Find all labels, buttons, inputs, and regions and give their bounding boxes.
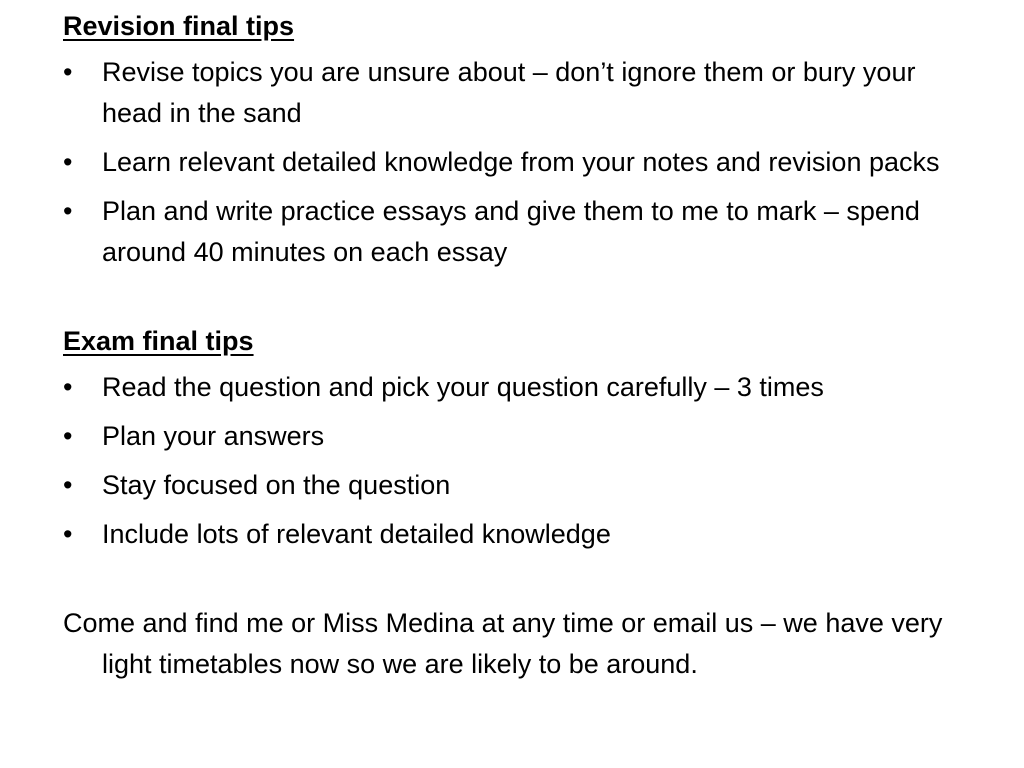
- bullet-icon: •: [63, 372, 73, 402]
- bullet-icon: •: [63, 421, 73, 451]
- list-item-text: Plan and write practice essays and give them to me to mark – spend around 40 minutes on each essay: [102, 196, 920, 267]
- list-item: [63, 416, 963, 457]
- list-item: [63, 142, 963, 183]
- section-spacer: [63, 555, 963, 603]
- closing-note: Come and find me or Miss Medina at any time or email us – we have very light timetables now so we are likely to be around.: [63, 608, 943, 679]
- bullet-icon: •: [63, 57, 73, 87]
- bullet-icon: •: [63, 470, 73, 500]
- list-item: [63, 52, 963, 134]
- bullet-icon: •: [63, 196, 73, 226]
- bullet-icon: •: [63, 519, 73, 549]
- revision-tips-list: [63, 52, 963, 273]
- bullet-icon: •: [63, 147, 73, 177]
- list-item: [63, 191, 963, 273]
- list-item-text: Include lots of relevant detailed knowledge: [102, 519, 611, 549]
- list-item-text: Plan your answers: [102, 421, 325, 451]
- list-item: [63, 514, 963, 555]
- slide-content: [63, 6, 963, 685]
- section-spacer: [63, 273, 963, 321]
- exam-heading: Exam final tips: [63, 326, 254, 356]
- list-item-text: Revise topics you are unsure about – don’t ignore them or bury your head in the sand: [102, 57, 916, 128]
- exam-tips-list: [63, 367, 963, 555]
- revision-heading: Revision final tips: [63, 11, 295, 41]
- list-item-text: Learn relevant detailed knowledge from your notes and revision packs: [102, 147, 940, 177]
- list-item: [63, 367, 963, 408]
- list-item-text: Stay focused on the question: [102, 470, 451, 500]
- list-item-text: Read the question and pick your question carefully – 3 times: [102, 372, 824, 402]
- list-item: [63, 465, 963, 506]
